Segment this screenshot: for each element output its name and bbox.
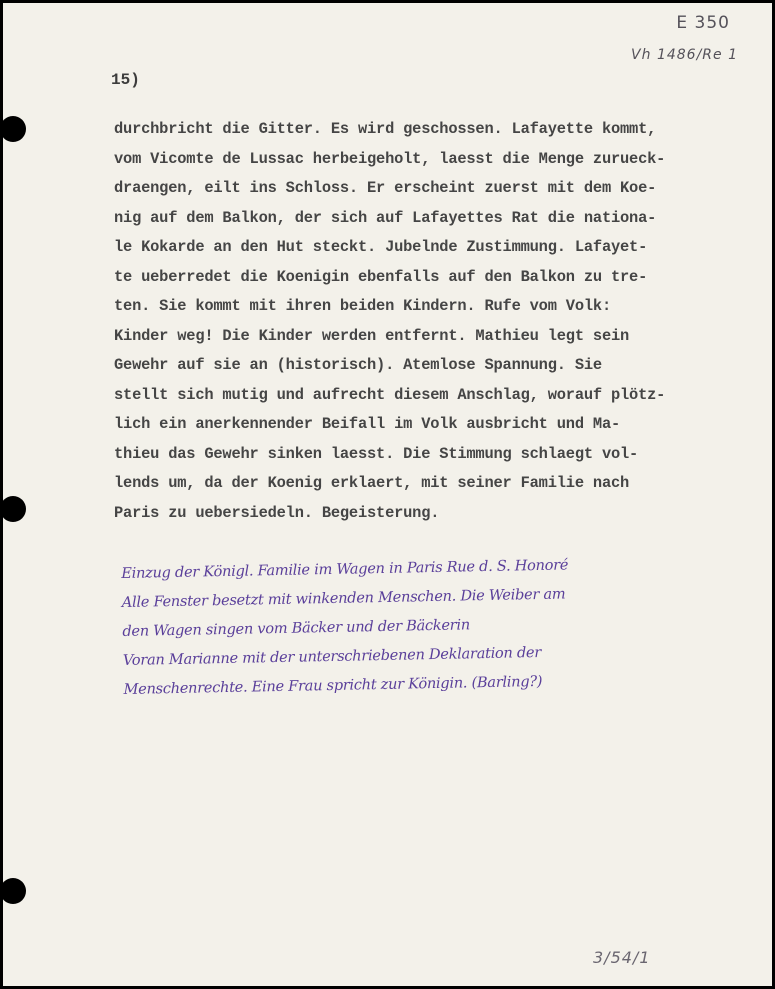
page-number: 15) xyxy=(111,71,140,89)
typed-line: lich ein anerkennender Beifall im Volk ausbricht und Ma- xyxy=(114,415,621,433)
typed-line: nig auf dem Balkon, der sich auf Lafayettes Rat die nationa- xyxy=(114,208,657,227)
handwritten-note xyxy=(121,547,764,704)
archive-signature: Vh 1486/Re 1 xyxy=(631,47,738,63)
punch-hole xyxy=(0,878,26,904)
typed-line: te ueberredet die Koenigin ebenfalls auf den Balkon zu tre- xyxy=(114,267,648,286)
handwritten-line: den Wagen singen vom Bäcker und der Bäckerin xyxy=(122,616,471,640)
handwritten-line: Voran Marianne mit der unterschriebenen Deklaration der xyxy=(122,643,542,669)
typed-line: Paris zu uebersiedeln. Begeisterung. xyxy=(114,503,440,522)
handwritten-line: Einzug der Königl. Familie im Wagen in Paris Rue d. S. Honoré xyxy=(121,556,569,582)
document-page xyxy=(3,3,772,986)
typed-line: durchbricht die Gitter. Es wird geschossen. Lafayette kommt, xyxy=(114,120,657,138)
typed-line: vom Vicomte de Lussac herbeigeholt, laesst die Menge zurueck- xyxy=(114,149,666,168)
typed-line: thieu das Gewehr sinken laesst. Die Stimmung schlaegt vol- xyxy=(114,444,639,463)
page-stamp: 3/54/1 xyxy=(593,948,651,967)
typed-line: draengen, eilt ins Schloss. Er erscheint zuerst mit dem Koe- xyxy=(114,179,657,197)
typed-line: Kinder weg! Die Kinder werden entfernt. Mathieu legt sein xyxy=(114,326,630,345)
punch-hole xyxy=(0,496,26,522)
handwritten-line: Menschenrechte. Eine Frau spricht zur Königin. (Barling?) xyxy=(123,672,543,698)
punch-hole xyxy=(0,116,26,142)
typed-paragraph xyxy=(114,115,734,528)
typed-line: lends um, da der Koenig erklaert, mit seiner Familie nach xyxy=(114,474,630,492)
typed-line: stellt sich mutig und aufrecht diesem Anschlag, worauf plötz- xyxy=(114,385,666,404)
typed-line: Gewehr auf sie an (historisch). Atemlose Spannung. Sie xyxy=(114,356,602,374)
typed-line: ten. Sie kommt mit ihren beiden Kindern. Rufe vom Volk: xyxy=(114,297,611,315)
handwritten-line: Alle Fenster besetzt mit winkenden Menschen. Die Weiber am xyxy=(121,585,566,611)
typed-line: le Kokarde an den Hut steckt. Jubelnde Zustimmung. Lafayet- xyxy=(114,238,648,256)
archive-code: E 350 xyxy=(676,13,730,33)
